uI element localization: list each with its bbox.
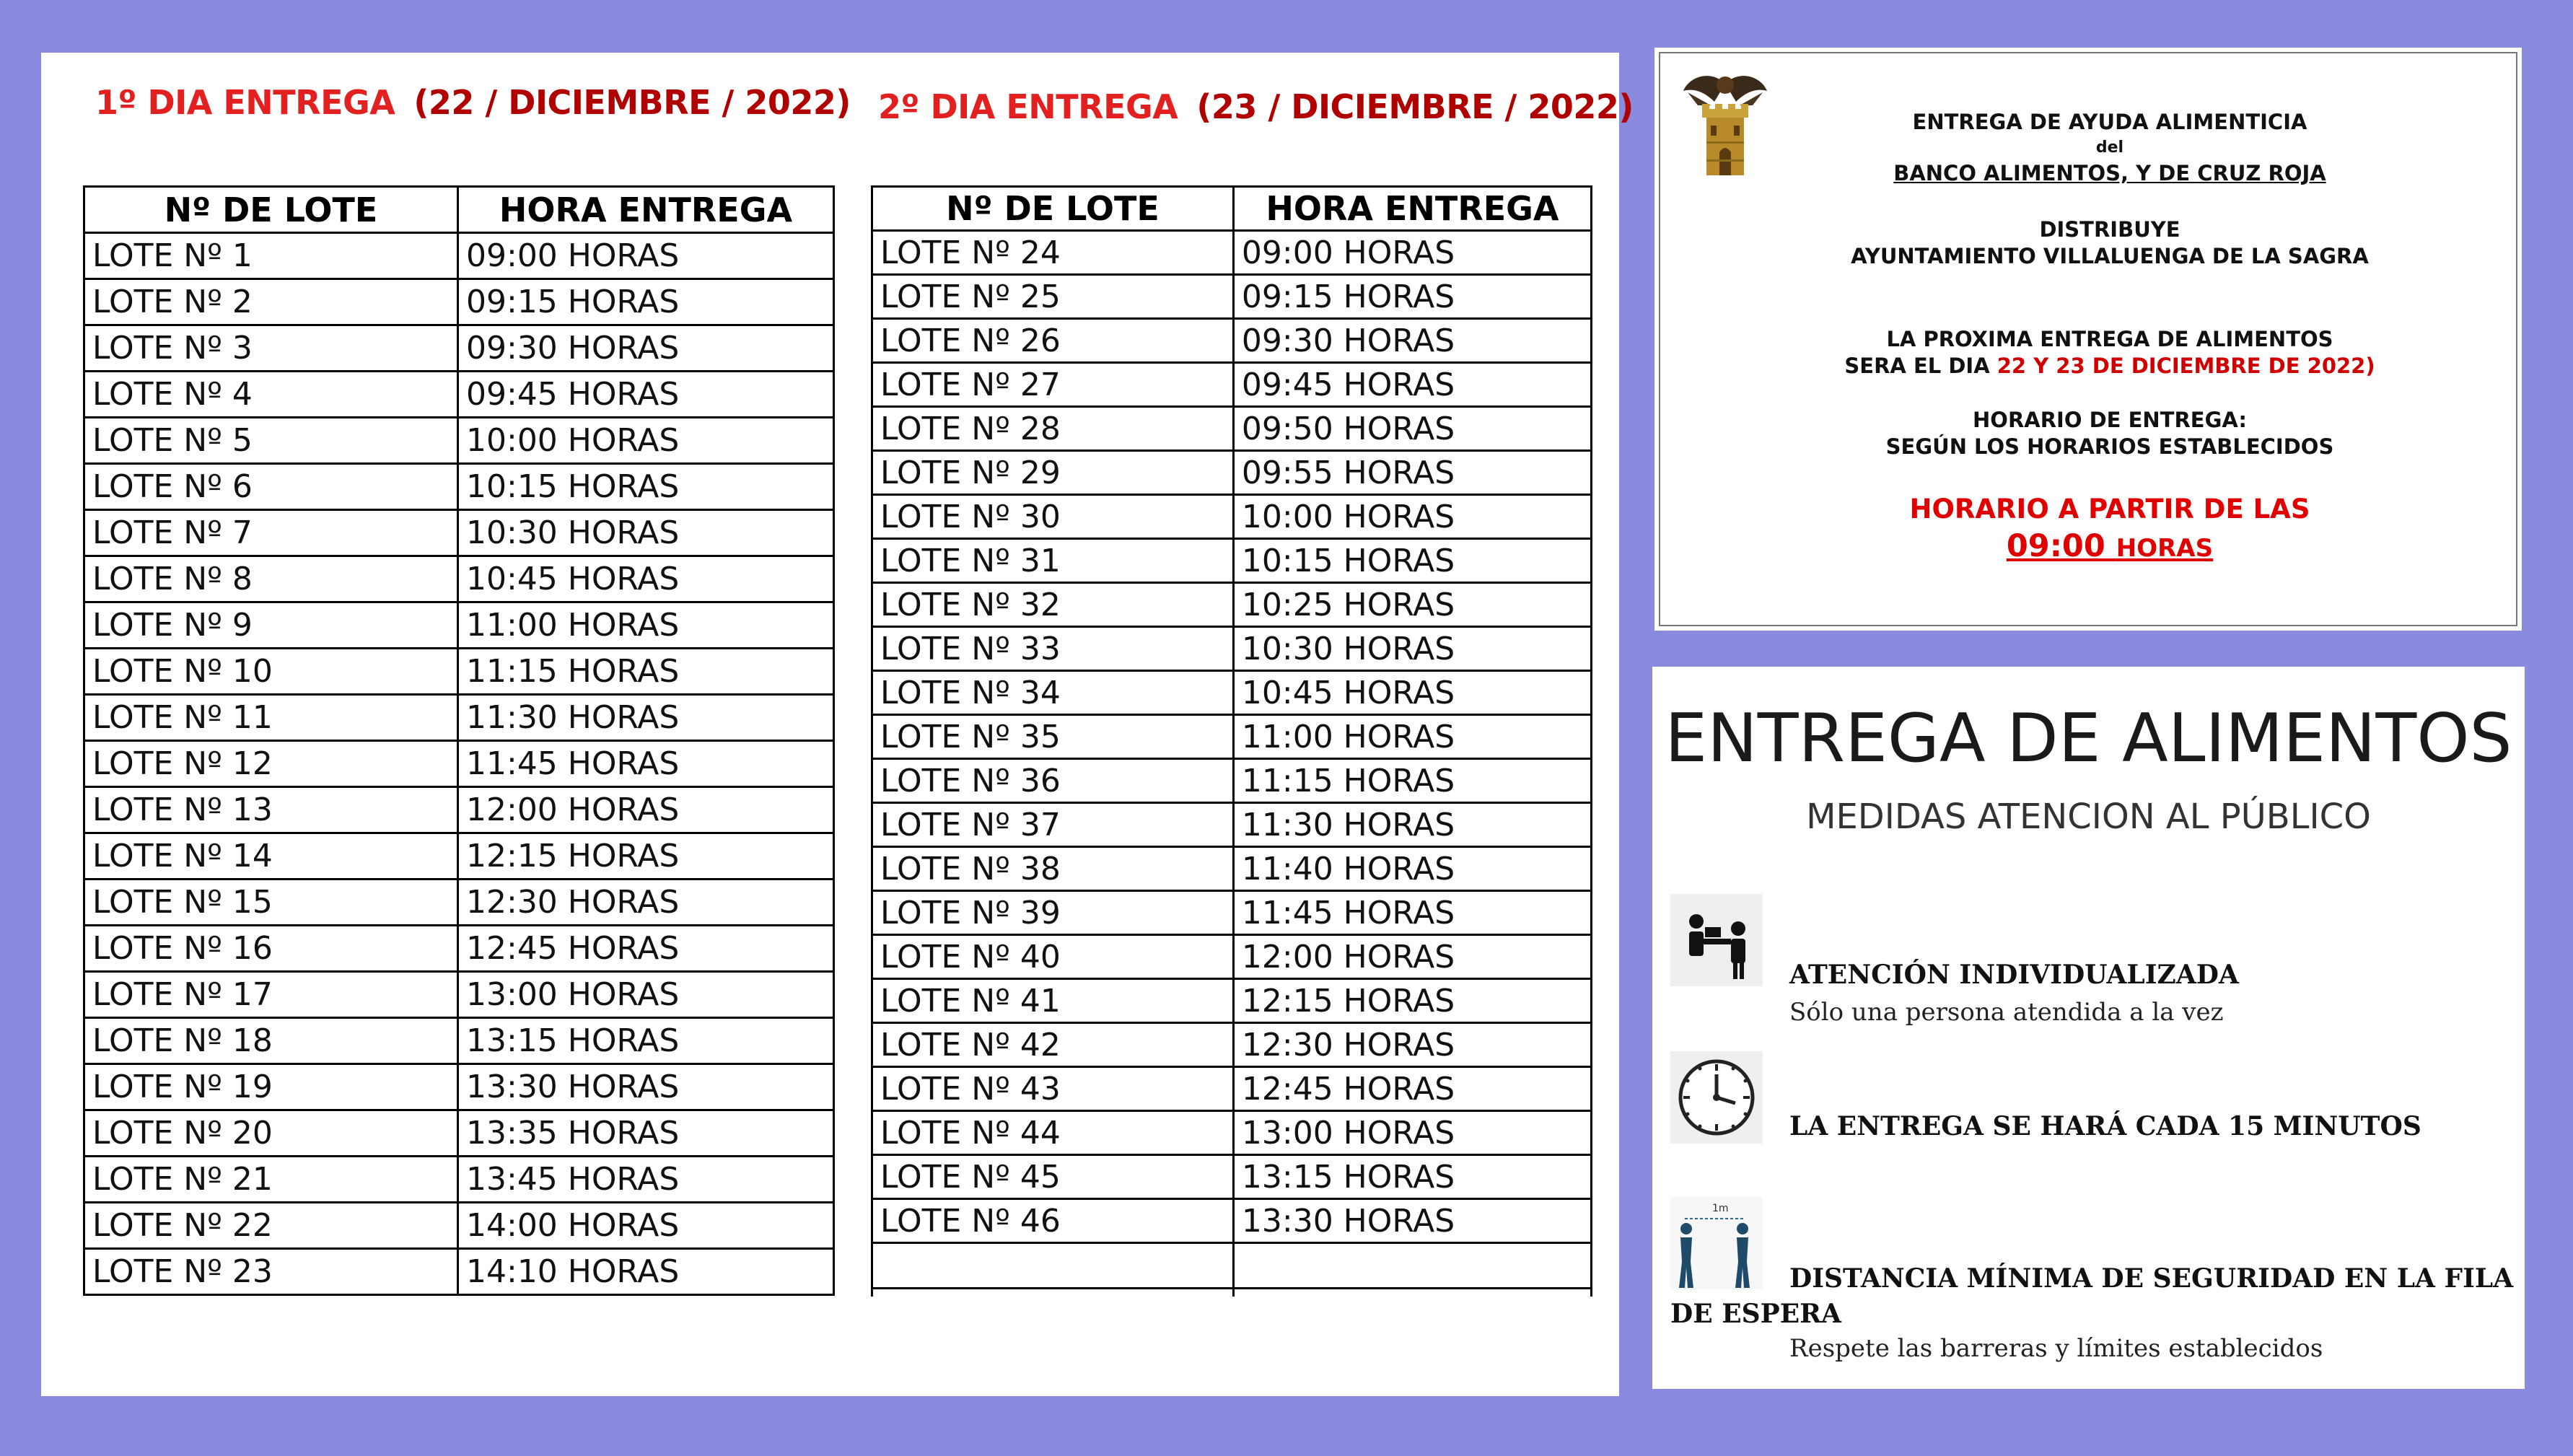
table-row — [84, 464, 834, 510]
lot-cell: LOTE Nº 9 — [84, 602, 458, 649]
time-cell: 11:45 HORAS — [1233, 891, 1591, 935]
table-row — [84, 325, 834, 372]
time-cell: 12:30 HORAS — [1233, 1023, 1591, 1067]
time-cell: 13:45 HORAS — [458, 1157, 834, 1203]
measures-panel — [1652, 667, 2525, 1389]
time-cell: 09:30 HORAS — [458, 325, 834, 372]
time-cell: 09:00 HORAS — [1233, 231, 1591, 275]
table-row — [84, 649, 834, 695]
table-row — [84, 1249, 834, 1295]
time-cell: 09:45 HORAS — [1233, 363, 1591, 407]
table-row — [872, 275, 1592, 319]
distance-icon-label: 1m — [1712, 1203, 1729, 1214]
time-cell: 13:30 HORAS — [458, 1064, 834, 1110]
lot-cell: LOTE Nº 22 — [84, 1203, 458, 1249]
table-row — [84, 1018, 834, 1064]
time-cell: 12:30 HORAS — [458, 880, 834, 926]
table-row — [872, 583, 1592, 627]
table-row — [872, 231, 1592, 275]
lot-cell: LOTE Nº 2 — [84, 279, 458, 325]
day1-title — [95, 83, 851, 122]
lot-cell: LOTE Nº 8 — [84, 556, 458, 602]
lot-cell: LOTE Nº 5 — [84, 418, 458, 464]
table-row — [872, 627, 1592, 671]
lot-cell: LOTE Nº 46 — [872, 1199, 1234, 1243]
time-cell: 10:15 HORAS — [458, 464, 834, 510]
table-row — [872, 759, 1592, 803]
table-row — [84, 695, 834, 741]
table-row — [84, 233, 834, 279]
time-cell: 11:00 HORAS — [1233, 715, 1591, 759]
notice-line6: LA PROXIMA ENTREGA DE ALIMENTOS — [1886, 327, 2333, 351]
time-cell: 14:00 HORAS — [458, 1203, 834, 1249]
lot-cell: LOTE Nº 32 — [872, 583, 1234, 627]
notice-line5: AYUNTAMIENTO VILLALUENGA DE LA SAGRA — [1851, 244, 2369, 268]
table-row — [872, 847, 1592, 891]
table-row — [84, 556, 834, 602]
time-cell: 10:25 HORAS — [1233, 583, 1591, 627]
lot-cell: LOTE Nº 11 — [84, 695, 458, 741]
empty-cell — [872, 1243, 1234, 1289]
table-header-row — [872, 187, 1592, 231]
measures-subtitle: MEDIDAS ATENCION AL PÚBLICO — [1806, 797, 2371, 837]
table-row — [872, 539, 1592, 583]
lot-cell: LOTE Nº 10 — [84, 649, 458, 695]
notice-line9: SEGÚN LOS HORARIOS ESTABLECIDOS — [1885, 434, 2334, 459]
time-cell: 13:15 HORAS — [1233, 1155, 1591, 1199]
table-row — [872, 495, 1592, 539]
lot-cell: LOTE Nº 14 — [84, 833, 458, 880]
table-row — [872, 1199, 1592, 1243]
empty-cell — [872, 1289, 1234, 1297]
lot-cell: LOTE Nº 18 — [84, 1018, 458, 1064]
measure-desc-3: Respete las barreras y límites establecidos — [1789, 1334, 2323, 1363]
time-cell: 12:15 HORAS — [458, 833, 834, 880]
notice-line4: DISTRIBUYE — [2039, 217, 2180, 242]
lot-cell: LOTE Nº 39 — [872, 891, 1234, 935]
time-cell: 10:15 HORAS — [1233, 539, 1591, 583]
time-cell: 10:00 HORAS — [1233, 495, 1591, 539]
time-cell: 10:45 HORAS — [458, 556, 834, 602]
table-row — [872, 407, 1592, 451]
empty-table-row — [872, 1289, 1592, 1297]
lot-cell: LOTE Nº 37 — [872, 803, 1234, 847]
schedule-panel — [41, 53, 1634, 1396]
lot-cell: LOTE Nº 43 — [872, 1067, 1234, 1111]
table-row — [872, 319, 1592, 363]
day2-lots-table — [871, 185, 1592, 1297]
time-cell: 12:15 HORAS — [1233, 979, 1591, 1023]
time-cell: 09:50 HORAS — [1233, 407, 1591, 451]
lot-cell: LOTE Nº 33 — [872, 627, 1234, 671]
time-cell: 13:00 HORAS — [1233, 1111, 1591, 1155]
notice-line3: BANCO ALIMENTOS, Y DE CRUZ ROJA — [1893, 161, 2326, 185]
lot-cell: LOTE Nº 25 — [872, 275, 1234, 319]
empty-table-row — [872, 1243, 1592, 1289]
table-row — [84, 880, 834, 926]
table-row — [84, 1064, 834, 1110]
lot-cell: LOTE Nº 16 — [84, 926, 458, 972]
table-row — [84, 418, 834, 464]
distance-icon — [1670, 1197, 1763, 1289]
notice-start-unit: HORAS — [2116, 534, 2214, 563]
time-cell: 13:35 HORAS — [458, 1110, 834, 1157]
table-row — [84, 741, 834, 787]
lot-cell: LOTE Nº 20 — [84, 1110, 458, 1157]
measure-heading-2: LA ENTREGA SE HARÁ CADA 15 MINUTOS — [1789, 1111, 2421, 1141]
time-cell: 09:15 HORAS — [458, 279, 834, 325]
clock-icon — [1670, 1051, 1763, 1144]
table-row — [84, 787, 834, 833]
lot-cell: LOTE Nº 13 — [84, 787, 458, 833]
notice-line1: ENTREGA DE AYUDA ALIMENTICIA — [1912, 110, 2307, 134]
time-cell: 10:00 HORAS — [458, 418, 834, 464]
table-row — [872, 1155, 1592, 1199]
time-cell: 11:00 HORAS — [458, 602, 834, 649]
table-row — [872, 1067, 1592, 1111]
day1-lots-table — [83, 185, 835, 1296]
lot-cell: LOTE Nº 7 — [84, 510, 458, 556]
time-cell: 13:15 HORAS — [458, 1018, 834, 1064]
empty-cell — [1233, 1243, 1591, 1289]
table-row — [872, 979, 1592, 1023]
lot-cell: LOTE Nº 19 — [84, 1064, 458, 1110]
table-row — [872, 671, 1592, 715]
table-row — [872, 1111, 1592, 1155]
notice-line7 — [1698, 354, 2522, 378]
time-cell: 09:30 HORAS — [1233, 319, 1591, 363]
lot-cell: LOTE Nº 44 — [872, 1111, 1234, 1155]
day2-title — [878, 87, 1634, 126]
table-row — [872, 715, 1592, 759]
time-cell: 09:45 HORAS — [458, 372, 834, 418]
lot-cell: LOTE Nº 30 — [872, 495, 1234, 539]
table-row — [872, 363, 1592, 407]
time-column-header: HORA ENTREGA — [458, 187, 834, 233]
time-cell: 09:00 HORAS — [458, 233, 834, 279]
lot-cell: LOTE Nº 1 — [84, 233, 458, 279]
lot-cell: LOTE Nº 29 — [872, 451, 1234, 495]
time-cell: 11:40 HORAS — [1233, 847, 1591, 891]
time-cell: 10:30 HORAS — [458, 510, 834, 556]
table-row — [84, 972, 834, 1018]
table-row — [84, 372, 834, 418]
lot-cell: LOTE Nº 26 — [872, 319, 1234, 363]
measures-title: ENTREGA DE ALIMENTOS — [1665, 699, 2512, 777]
notice-line11 — [1698, 528, 2522, 564]
lot-cell: LOTE Nº 36 — [872, 759, 1234, 803]
lot-cell: LOTE Nº 38 — [872, 847, 1234, 891]
time-cell: 13:30 HORAS — [1233, 1199, 1591, 1243]
lot-cell: LOTE Nº 21 — [84, 1157, 458, 1203]
table-row — [84, 833, 834, 880]
notice-line2: del — [2095, 139, 2124, 157]
table-row — [84, 926, 834, 972]
time-cell: 14:10 HORAS — [458, 1249, 834, 1295]
lot-cell: LOTE Nº 41 — [872, 979, 1234, 1023]
time-cell: 11:30 HORAS — [458, 695, 834, 741]
lot-column-header: Nº DE LOTE — [872, 187, 1234, 231]
notice-panel — [1654, 48, 2522, 631]
day1-date: (22 / DICIEMBRE / 2022) — [413, 83, 851, 122]
table-row — [872, 803, 1592, 847]
time-column-header: HORA ENTREGA — [1233, 187, 1591, 231]
table-row — [84, 279, 834, 325]
lot-cell: LOTE Nº 15 — [84, 880, 458, 926]
table-row — [84, 602, 834, 649]
lot-cell: LOTE Nº 23 — [84, 1249, 458, 1295]
time-cell: 11:30 HORAS — [1233, 803, 1591, 847]
time-cell: 12:00 HORAS — [458, 787, 834, 833]
lot-cell: LOTE Nº 45 — [872, 1155, 1234, 1199]
measure-heading-3: DISTANCIA MÍNIMA DE SEGURIDAD EN LA FILA — [1789, 1263, 2514, 1294]
lot-cell: LOTE Nº 17 — [84, 972, 458, 1018]
notice-line7-dates: 22 Y 23 DE DICIEMBRE DE 2022) — [1996, 354, 2375, 378]
day2-date: (23 / DICIEMBRE / 2022) — [1196, 87, 1634, 126]
table-row — [872, 935, 1592, 979]
lot-cell: LOTE Nº 6 — [84, 464, 458, 510]
time-cell: 11:45 HORAS — [458, 741, 834, 787]
table-row — [84, 510, 834, 556]
lot-cell: LOTE Nº 27 — [872, 363, 1234, 407]
individual-attention-icon — [1670, 894, 1763, 986]
time-cell: 13:00 HORAS — [458, 972, 834, 1018]
time-cell: 10:45 HORAS — [1233, 671, 1591, 715]
time-cell: 12:00 HORAS — [1233, 935, 1591, 979]
time-cell: 12:45 HORAS — [1233, 1067, 1591, 1111]
table-row — [872, 891, 1592, 935]
lot-column-header: Nº DE LOTE — [84, 187, 458, 233]
lot-cell: LOTE Nº 31 — [872, 539, 1234, 583]
time-cell: 10:30 HORAS — [1233, 627, 1591, 671]
lot-cell: LOTE Nº 24 — [872, 231, 1234, 275]
day2-label: 2º DIA ENTREGA — [878, 87, 1178, 126]
time-cell: 11:15 HORAS — [458, 649, 834, 695]
measure-heading-1: ATENCIÓN INDIVIDUALIZADA — [1789, 960, 2239, 990]
lot-cell: LOTE Nº 35 — [872, 715, 1234, 759]
day1-label: 1º DIA ENTREGA — [95, 83, 395, 122]
notice-line10: HORARIO A PARTIR DE LAS — [1909, 494, 2310, 525]
table-header-row — [84, 187, 834, 233]
table-row — [872, 1023, 1592, 1067]
lot-cell: LOTE Nº 34 — [872, 671, 1234, 715]
lot-cell: LOTE Nº 28 — [872, 407, 1234, 451]
lot-cell: LOTE Nº 3 — [84, 325, 458, 372]
notice-line7-prefix: SERA EL DIA — [1844, 354, 1990, 378]
time-cell: 12:45 HORAS — [458, 926, 834, 972]
table-row — [84, 1157, 834, 1203]
time-cell: 09:55 HORAS — [1233, 451, 1591, 495]
lot-cell: LOTE Nº 4 — [84, 372, 458, 418]
table-row — [872, 451, 1592, 495]
notice-start-time: 09:00 — [2006, 528, 2105, 564]
lot-cell: LOTE Nº 12 — [84, 741, 458, 787]
empty-cell — [1233, 1289, 1591, 1297]
table-row — [84, 1110, 834, 1157]
time-cell: 11:15 HORAS — [1233, 759, 1591, 803]
notice-line8: HORARIO DE ENTREGA: — [1973, 408, 2247, 432]
measure-heading-3-cont: DE ESPERA — [1670, 1299, 1841, 1329]
time-cell: 09:15 HORAS — [1233, 275, 1591, 319]
lot-cell: LOTE Nº 42 — [872, 1023, 1234, 1067]
lot-cell: LOTE Nº 40 — [872, 935, 1234, 979]
table-row — [84, 1203, 834, 1249]
measure-desc-1: Sólo una persona atendida a la vez — [1789, 998, 2224, 1027]
